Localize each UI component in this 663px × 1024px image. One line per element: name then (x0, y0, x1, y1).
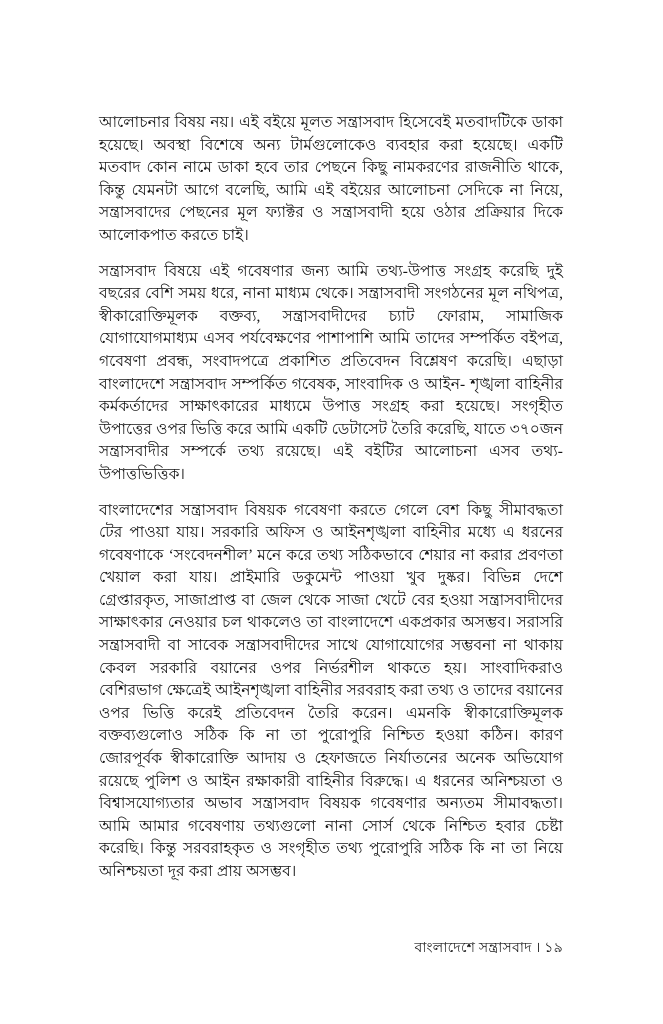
body-paragraph-2: সন্ত্রাসবাদ বিষয়ে এই গবেষণার জন্য আমি তথ্য-উপাত্ত সংগ্রহ করেছি দুই বছরের বেশি সময় ধরে, নানা মাধ্যম থেকে। সন্ত্রাসবাদী সংগঠনের মূল নথিপত্র, স্বীকারোক্তিমূলক বক্তব্য, সন্ত্রাসবাদীদের চ্যাট ফোরাম, সামাজিক যোগাযোগমাধ্যম এসব পর্যবেক্ষণের পাশাপাশি আমি তাদের সম্পর্কিত বইপত্র, গবেষণা প্রবন্ধ, সংবাদপত্রে প্রকাশিত প্রতিবেদন বিশ্লেষণ করেছি। এছাড়া বাংলাদেশে সন্ত্রাসবাদ সম্পর্কিত গবেষক, সাংবাদিক ও আইন- শৃঙ্খলা বাহিনীর কর্মকর্তাদের সাক্ষাৎকারের মাধ্যমে উপাত্ত সংগ্রহ করা হয়েছে। সংগৃহীত উপাত্তের ওপর ভিত্তি করে আমি একটি ডেটাসেট তৈরি করেছি, যাতে ৩৭০জন সন্ত্রাসবাদীর সম্পর্কে তথ্য রয়েছে। এই বইটির আলোচনা এসব তথ্য-উপাত্তভিত্তিক। (99, 262, 563, 483)
page-text-column (99, 112, 563, 884)
body-paragraph-3: বাংলাদেশের সন্ত্রাসবাদ বিষয়ক গবেষণা করতে গেলে বেশ কিছু সীমাবদ্ধতা টের পাওয়া যায়। সরকারি অফিস ও আইনশৃঙ্খলা বাহিনীর মধ্যে এ ধরনের গবেষণাকে ‘সংবেদনশীল’ মনে করে তথ্য সঠিকভাবে শেয়ার না করার প্রবণতা খেয়াল করা যায়। প্রাইমারি ডকুমেন্ট পাওয়া খুব দুষ্কর। বিভিন্ন দেশে গ্রেপ্তারকৃত, সাজাপ্রাপ্ত বা জেল থেকে সাজা খেটে বের হওয়া সন্ত্রাসবাদীদের সাক্ষাৎকার নেওয়ার চল থাকলেও তা বাংলাদেশে একপ্রকার অসম্ভব। সরাসরি সন্ত্রাসবাদী বা সাবেক সন্ত্রাসবাদীদের সাথে যোগাযোগের সম্ভবনা না থাকায় কেবল সরকারি বয়ানের ওপর নির্ভরশীল থাকতে হয়। সাংবাদিকরাও বেশিরভাগ ক্ষেত্রেই আইনশৃঙ্খলা বাহিনীর সরবরাহ করা তথ্য ও তাদের বয়ানের ওপর ভিত্তি করেই প্রতিবেদন তৈরি করেন। এমনকি স্বীকারোক্তিমূলক বক্তব্যগুলোও সঠিক কি না তা পুরোপুরি নিশ্চিত হওয়া কঠিন। কারণ জোরপূর্বক স্বীকারোক্তি আদায় ও হেফাজতে নির্যাতনের অনেক অভিযোগ রয়েছে পুলিশ ও আইন রক্ষাকারী বাহিনীর বিরুদ্ধে। এ ধরনের অনিশ্চয়তা ও বিশ্বাসযোগ্যতার অভাব সন্ত্রাসবাদ বিষয়ক গবেষণার অন্যতম সীমাবদ্ধতা। আমি আমার গবেষণায় তথ্যগুলো নানা সোর্স থেকে নিশ্চিত হবার চেষ্টা করেছি। কিন্তু সরবরাহকৃত ও সংগৃহীত তথ্য পুরোপুরি সঠিক কি না তা নিয়ে অনিশ্চয়তা দূর করা প্রায় অসম্ভব। (99, 501, 563, 880)
body-paragraph-1: আলোচনার বিষয় নয়। এই বইয়ে মূলত সন্ত্রাসবাদ হিসেবেই মতবাদটিকে ডাকা হয়েছে। অবস্থা বিশেষে অন্য টার্মগুলোকেও ব্যবহার করা হয়েছে। একটি মতবাদ কোন নামে ডাকা হবে তার পেছনে কিছু নামকরণের রাজনীতি থাকে, কিন্তু যেমনটা আগে বলেছি, আমি এই বইয়ের আলোচনা সেদিকে না নিয়ে, সন্ত্রাসবাদের পেছনের মূল ফ্যাক্টর ও সন্ত্রাসবাদী হয়ে ওঠার প্রক্রিয়ার দিকে আলোকপাত করতে চাই। (99, 114, 563, 244)
page-footer: বাংলাদেশে সন্ত্রাসবাদ । ১৯ (414, 940, 563, 956)
